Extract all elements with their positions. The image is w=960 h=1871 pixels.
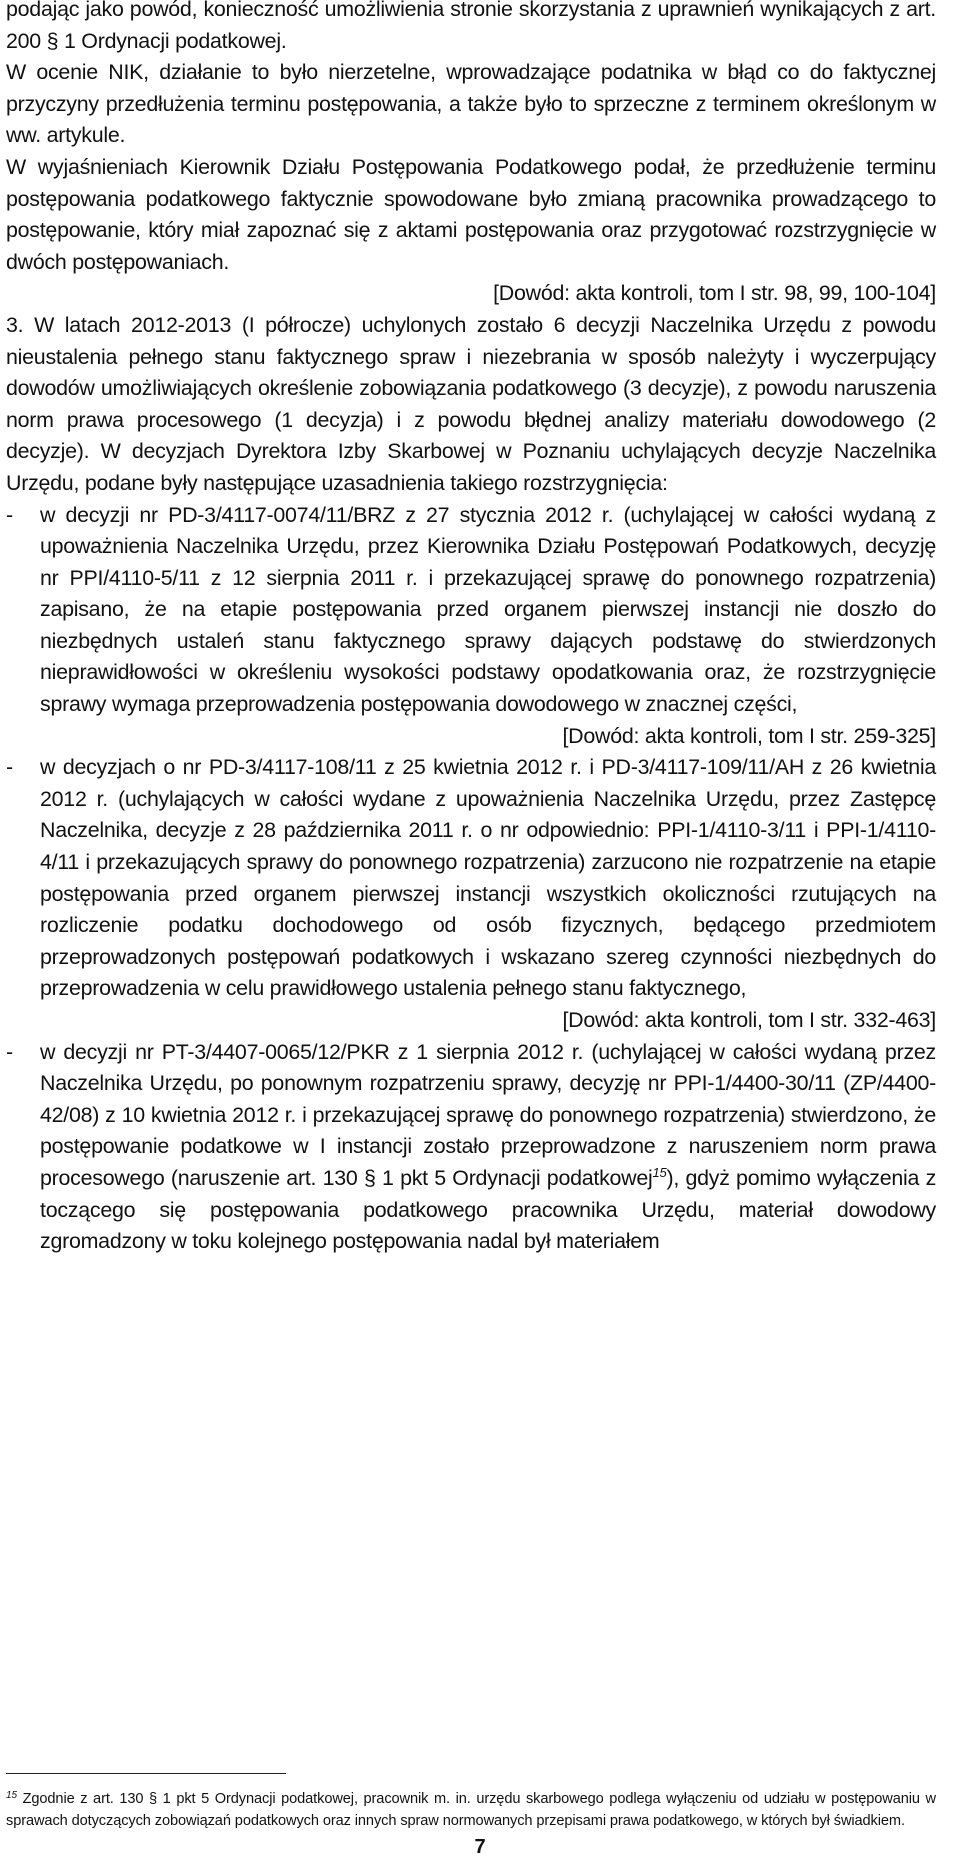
evidence-reference: [Dowód: akta kontroli, tom I str. 332-463] xyxy=(562,1008,936,1032)
body-text xyxy=(6,0,936,1258)
evidence-reference: [Dowód: akta kontroli, tom I str. 98, 99, 100-104] xyxy=(493,281,936,306)
list-dash: - xyxy=(6,755,13,780)
list-item xyxy=(6,1037,936,1258)
list-item xyxy=(6,752,936,1005)
list-dash: - xyxy=(6,1039,13,1064)
paragraph-point-3: 3. W latach 2012-2013 (I półrocze) uchylonych zostało 6 decyzji Naczelnika Urzędu z powodu nieustalenia pełnego stanu faktycznego spraw i niezebrania w sposób należyty i wyczerpujący dowodów umożliwiających określenie zobowiązania podatkowego (3 decyzje), z powodu naruszenia norm prawa procesowego (1 decyzja) i z powodu błędnej analizy materiału dowodowego (2 decyzje). W decyzjach Dyrektora Izby Skarbowej w Poznaniu uchylających decyzje Naczelnika Urzędu, podane były następujące uzasadnienia takiego rozstrzygnięcia: xyxy=(6,312,936,495)
list-item-text: w decyzjach o nr PD-3/4117-108/11 z 25 kwietnia 2012 r. i PD-3/4117-109/11/AH z 26 kwietnia 2012 r. (uchylających w całości wydane z upoważnienia Naczelnika Urzędu, przez Zastępcę Naczelnika, decyzje z 28 października 2011 r. o nr odpowiednio: PPI-1/4110-3/11 i PPI-1/4110-4/11 i przekazujących sprawy do ponownego rozpatrzenia) zarzucono nie rozpatrzenie na etapie postępowania przed organem pierwszej instancji wszystkich okoliczności rzutujących na rozliczenie podatku dochodowego od osób fizycznych, będącego przedmiotem przeprowadzonych postępowań podatkowych i wskazano szereg czynności niezbędnych do przeprowadzenia w celu prawidłowego ustalenia pełnego stanu faktycznego, xyxy=(40,755,936,1001)
list-item-text: ), gdyż pomimo wyłączenia z toczącego się postępowania podatkowego pracownika Urzędu, materiał dowodowy zgromadzony w toku kolejnego postępowania nadal był materiałem xyxy=(40,1165,937,1254)
list-dash: - xyxy=(6,502,13,527)
footnote-separator xyxy=(6,1773,286,1774)
footnote-reference[interactable]: 15 xyxy=(652,1164,667,1180)
evidence-reference: [Dowód: akta kontroli, tom I str. 259-325] xyxy=(562,723,936,748)
paragraph: W wyjaśnieniach Kierownik Działu Postępowania Podatkowego podał, że przedłużenie terminu postępowania podatkowego faktycznie spowodowane było zmianą pracownika prowadzącego to postępowanie, który miał zapoznać się z aktami postępowania oraz przygotować rozstrzygnięcie w dwóch postępowaniach. xyxy=(6,154,936,274)
paragraph: W ocenie NIK, działanie to było nierzetelne, wprowadzające podatnika w błąd co do faktycznej przyczyny przedłużenia terminu postępowania, a także było to sprzeczne z terminem określonym w ww. artykule. xyxy=(6,60,936,148)
list-item xyxy=(6,500,936,721)
footnote-text: Zgodnie z art. 130 § 1 pkt 5 Ordynacji podatkowej, pracownik m. in. urzędu skarbowego podlega wyłączeniu od udziału w postępowaniu w sprawach dotyczących zobowiązań podatkowych oraz innych spraw normowanych przepisami prawa podatkowego, w których był świadkiem. xyxy=(6,1791,936,1829)
footnote xyxy=(6,1788,936,1832)
footnote-marker: 15 xyxy=(6,1790,17,1801)
list-item-text: w decyzji nr PD-3/4117-0074/11/BRZ z 27 stycznia 2012 r. (uchylającej w całości wydaną z upoważnienia Naczelnika Urzędu, przez Kierownika Działu Postępowań Podatkowych, decyzję nr PPI/4110-5/11 z 12 sierpnia 2011 r. i przekazującej sprawę do ponownego rozpatrzenia) zapisano, że na etapie postępowania przed organem pierwszej instancji nie doszło do niezbędnych ustaleń stanu faktycznego sprawy dających podstawę do stwierdzonych nieprawidłowości w określeniu wysokości podstawy opodatkowania oraz, że rozstrzygnięcie sprawy wymaga przeprowadzenia postępowania dowodowego w znacznej części, xyxy=(40,502,936,717)
paragraph: podając jako powód, konieczność umożliwienia stronie skorzystania z uprawnień wynikających z art. 200 § 1 Ordynacji podatkowej. xyxy=(6,0,936,53)
list-item-text: w decyzji nr PT-3/4407-0065/12/PKR z 1 sierpnia 2012 r. (uchylającej w całości wydaną przez Naczelnika Urzędu, po ponownym rozpatrzeniu sprawy, decyzję nr PPI-1/4400-30/11 (ZP/4400-42/08) z 10 kwietnia 2012 r. i przekazującej sprawę do ponownego rozpatrzenia) stwierdzono, że postępowanie podatkowe w I instancji zostało przeprowadzone z naruszeniem norm prawa procesowego (naruszenie art. 130 § 1 pkt 5 Ordynacji podatkowej xyxy=(40,1039,936,1190)
page-number: 7 xyxy=(474,1836,486,1858)
